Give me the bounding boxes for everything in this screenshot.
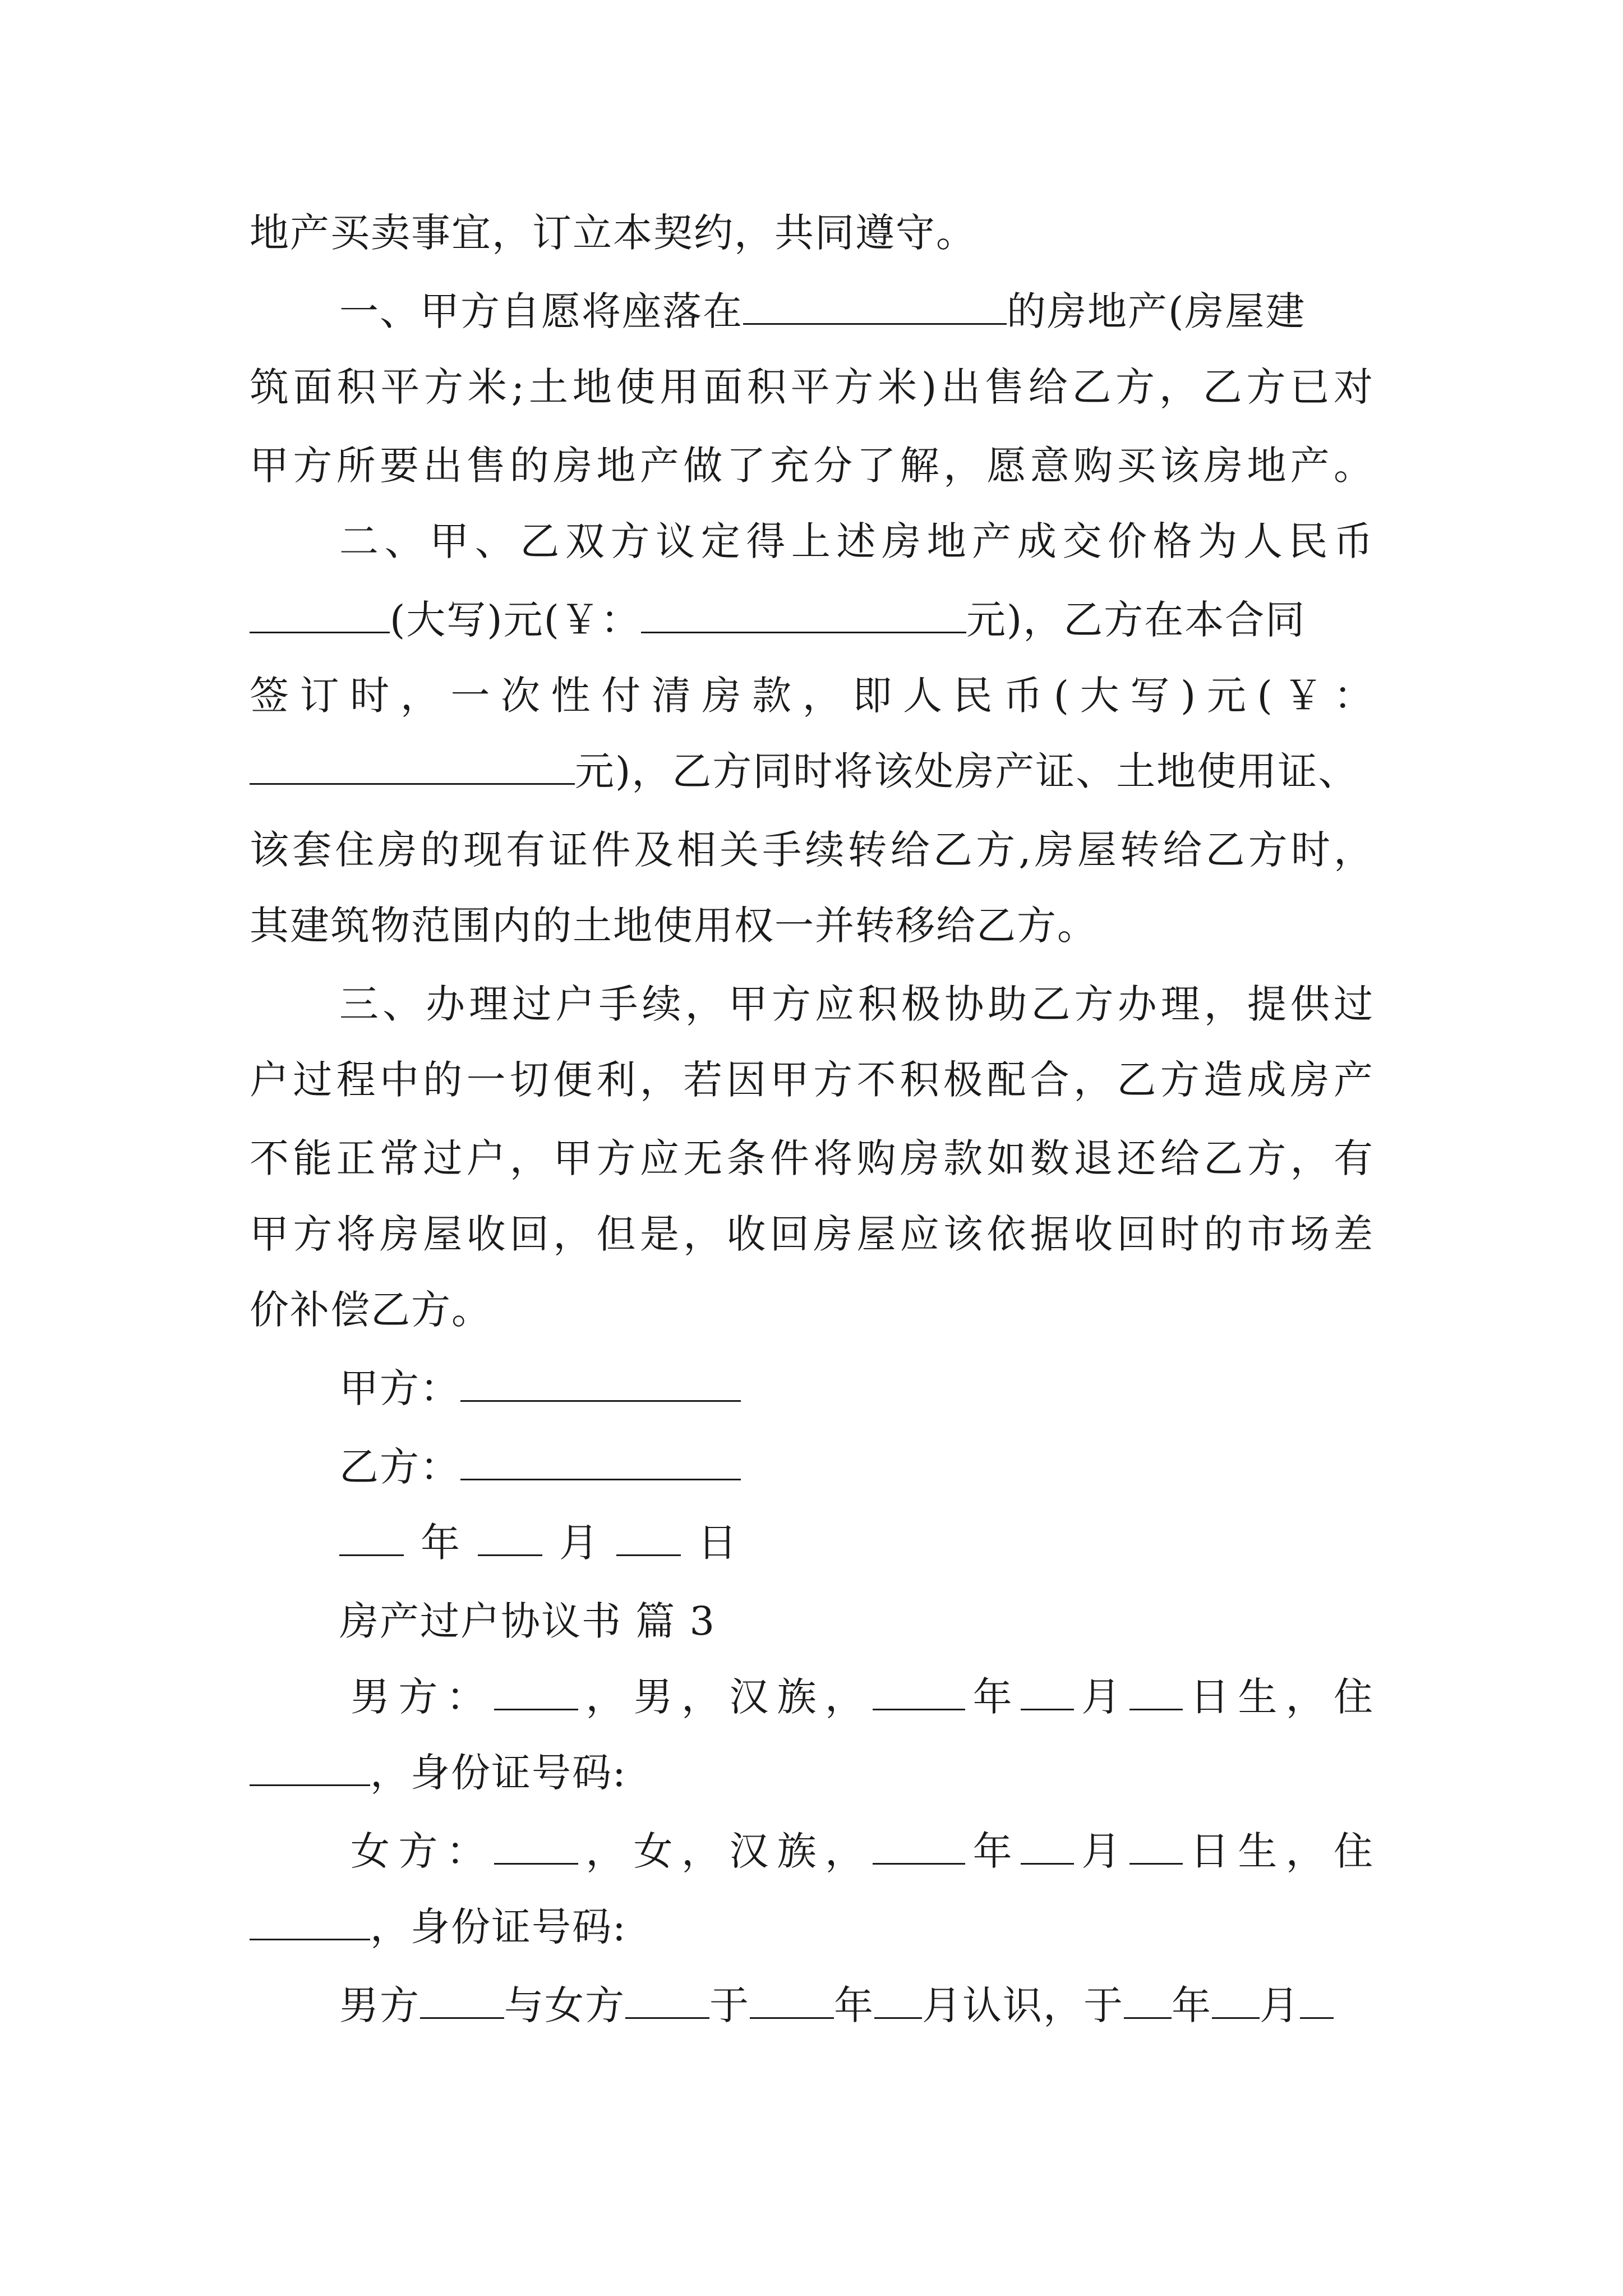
text: 甲方所要出售的房地产做了充分了解，愿意购买该房地产。: [250, 443, 1374, 489]
fill-blank-male-name[interactable]: [494, 1673, 578, 1710]
text: 男方: [339, 1982, 420, 2028]
text: 月: [1074, 1828, 1129, 1874]
label: 日: [698, 1520, 738, 1566]
fill-blank-male-day[interactable]: [1129, 1673, 1183, 1710]
clause-three-line-1: [339, 979, 1374, 1029]
text: 女方：: [351, 1828, 494, 1874]
clause-two-line-6: [250, 900, 1098, 951]
text: 户过程中的一切便利，若因甲方不积极配合，乙方造成房产: [250, 1057, 1374, 1103]
text: 一、甲方自愿将座落在: [339, 288, 743, 334]
text: 三、办理过户手续，甲方应积极协助乙方办理，提供过: [339, 981, 1374, 1027]
text: 价补偿乙方。: [250, 1287, 492, 1333]
fill-blank-male-year[interactable]: [873, 1673, 965, 1710]
fill-blank-male-month[interactable]: [1021, 1673, 1074, 1710]
male-info-line-1: [351, 1672, 1374, 1722]
clause-two-line-3: [250, 670, 1374, 721]
fill-blank-female-month[interactable]: [1021, 1827, 1074, 1865]
text: 于: [709, 1982, 750, 2028]
female-info-line-1: [351, 1826, 1374, 1876]
fill-blank-female-name-2[interactable]: [625, 1981, 709, 2019]
label: 乙方：: [339, 1444, 460, 1490]
text: 年: [965, 1674, 1021, 1720]
clause-one-line-1: [339, 286, 1306, 337]
text: 二、甲、乙双方议定得上述房地产成交价格为人民币: [339, 518, 1374, 564]
text: 签订时，一次性付清房款，即人民币(大写)元(￥：: [250, 673, 1374, 719]
fill-blank-female-address[interactable]: [250, 1903, 370, 1940]
female-info-line-2: [250, 1902, 627, 1952]
text: ，男，汉族，: [578, 1674, 873, 1720]
fill-blank-location[interactable]: [743, 287, 1007, 325]
fill-blank-party-b[interactable]: [460, 1443, 741, 1480]
text: 日生，住: [1182, 1674, 1375, 1720]
male-info-line-2: [250, 1747, 627, 1798]
label: 月: [559, 1520, 600, 1566]
text: 不能正常过户，甲方应无条件将购房款如数退还给乙方，有: [250, 1135, 1374, 1181]
text: 的房地产(房屋建: [1007, 288, 1306, 334]
fill-blank-party-a[interactable]: [460, 1364, 741, 1402]
text: 元)，乙方在本合同: [966, 597, 1306, 643]
text: (大写)元(￥：: [390, 597, 641, 643]
text: 该套住房的现有证件及相关手续转给乙方,房屋转给乙方时，: [250, 827, 1374, 873]
text: 筑面积平方米;土地使用面积平方米)出售给乙方，乙方已对: [250, 364, 1374, 410]
fill-blank-amount-words[interactable]: [250, 596, 390, 633]
text: 年: [1172, 1982, 1212, 2028]
clause-two-line-4: [250, 746, 1358, 797]
text: 月认识，于: [922, 1982, 1124, 2028]
text: 其建筑物范围内的土地使用权一并转移给乙方。: [250, 903, 1098, 949]
meeting-info-line: [339, 1980, 1334, 2031]
text: ，身份证号码:: [370, 1750, 627, 1796]
clause-three-line-5: [250, 1285, 492, 1335]
clause-one-line-2: [250, 362, 1374, 412]
clause-three-line-3: [250, 1133, 1374, 1184]
text: 房产过户协议书 篇 3: [339, 1598, 716, 1644]
text: ，女，汉族，: [578, 1828, 873, 1874]
clause-two-line-1: [339, 516, 1374, 567]
fill-blank-female-name[interactable]: [494, 1827, 578, 1865]
label: 年: [421, 1520, 461, 1566]
fill-blank-day[interactable]: [616, 1519, 681, 1556]
fill-blank-trailing[interactable]: [1300, 1981, 1334, 2019]
fill-blank-male-name-2[interactable]: [420, 1981, 504, 2019]
fill-blank-meet-year[interactable]: [750, 1981, 834, 2019]
fill-blank-female-year[interactable]: [873, 1827, 965, 1865]
text: 年: [965, 1828, 1021, 1874]
text: 月: [1074, 1674, 1129, 1720]
signature-date: [339, 1517, 738, 1568]
paragraph-line: [250, 208, 976, 258]
clause-two-line-2: [250, 595, 1306, 645]
clause-one-line-3: [250, 440, 1374, 491]
text: 元)，乙方同时将该处房产证、土地使用证、: [575, 748, 1359, 794]
fill-blank-later-year[interactable]: [1124, 1981, 1172, 2019]
text: 地产买卖事宜，订立本契约，共同遵守。: [250, 210, 976, 256]
text: 甲方将房屋收回，但是，收回房屋应该依据收回时的市场差: [250, 1211, 1374, 1257]
text: 与女方: [504, 1982, 625, 2028]
fill-blank-male-address[interactable]: [250, 1749, 370, 1786]
label: 甲方：: [339, 1365, 460, 1411]
text: ，身份证号码:: [370, 1904, 627, 1950]
fill-blank-later-month[interactable]: [1212, 1981, 1260, 2019]
section-heading: [339, 1596, 716, 1646]
fill-blank-year[interactable]: [339, 1519, 404, 1556]
text: 月: [1260, 1982, 1300, 2028]
fill-blank-amount-number[interactable]: [641, 596, 966, 633]
clause-three-line-4: [250, 1209, 1374, 1259]
fill-blank-month[interactable]: [478, 1519, 542, 1556]
signature-party-b: [339, 1442, 741, 1492]
text: 年: [834, 1982, 874, 2028]
fill-blank-payment-number[interactable]: [250, 747, 575, 785]
text: 日生，住: [1182, 1828, 1375, 1874]
text: 男方：: [351, 1674, 494, 1720]
fill-blank-female-day[interactable]: [1129, 1827, 1183, 1865]
signature-party-a: [339, 1363, 741, 1414]
clause-three-line-2: [250, 1055, 1374, 1105]
clause-two-line-5: [250, 825, 1374, 875]
fill-blank-meet-month[interactable]: [874, 1981, 922, 2019]
